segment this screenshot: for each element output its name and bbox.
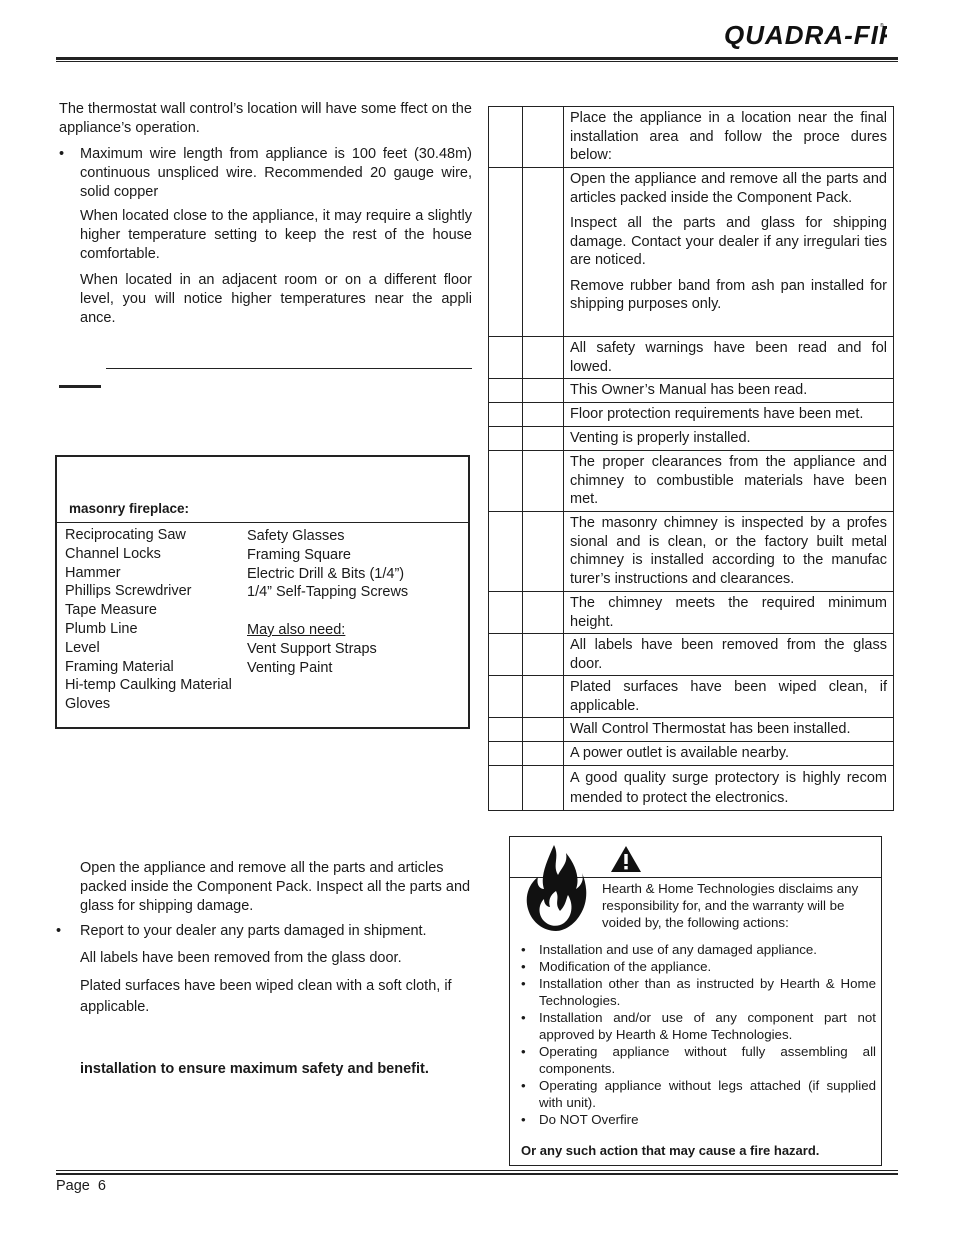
checklist-text: The proper clearances from the appliance and chimney to combustible materials have been met. <box>570 454 887 507</box>
checkbox-cell[interactable] <box>523 168 564 337</box>
checkbox-cell[interactable] <box>523 718 564 742</box>
warning-intro: Hearth & Home Technologies disclaims any responsibility for, and the warranty will be voided by, the following actions: <box>602 881 859 930</box>
section-rule-short <box>59 385 101 388</box>
checklist-text: Open the appliance and remove all the parts and articles packed inside the Component Pack. <box>570 171 887 206</box>
checkbox-cell[interactable] <box>523 742 564 766</box>
checklist-row <box>489 718 894 742</box>
checklist-table <box>488 106 894 811</box>
tool-item: Hammer <box>65 564 121 581</box>
tools-list-left <box>65 526 232 714</box>
checklist-row <box>489 451 894 512</box>
checklist-row <box>489 592 894 634</box>
checkbox-cell[interactable] <box>489 427 523 451</box>
checklist-row <box>489 107 894 168</box>
warning-item: • Operating appliance without legs attached (if supplied with unit). <box>521 1077 876 1111</box>
checklist-text: A good quality surge protectory is highly recom mended to protect the electronics. <box>570 770 887 806</box>
svg-text:QUADRA-FIRE: QUADRA-FI <box>724 20 879 50</box>
unpack-plated: Plated surfaces have been wiped clean with a soft cloth, if applicable. <box>80 978 452 1015</box>
warning-item: • Installation and/or use of any component part not approved by Hearth & Home Technologies. <box>521 1009 876 1043</box>
checklist-row <box>489 379 894 403</box>
tool-item: Gloves <box>65 696 111 713</box>
tools-box <box>55 455 470 729</box>
warning-box <box>509 836 882 1166</box>
checklist-text: Wall Control Thermostat has been installed. <box>570 721 851 737</box>
header-rule <box>56 57 898 60</box>
tool-item: Level <box>65 639 100 656</box>
checklist-row <box>489 766 894 811</box>
header-rule-thin <box>56 61 898 62</box>
checklist-text: A power outlet is available nearby. <box>570 745 789 761</box>
checkbox-cell[interactable] <box>523 592 564 634</box>
checkbox-cell[interactable] <box>523 379 564 403</box>
checklist-text: Place the appliance in a location near the final installation area and follow the proce dures below: <box>570 110 887 163</box>
checkbox-cell[interactable] <box>523 451 564 512</box>
warning-triangle-icon <box>610 845 642 873</box>
checkbox-cell[interactable] <box>489 451 523 512</box>
tool-item: Reciprocating Saw <box>65 527 186 543</box>
checklist-row <box>489 676 894 718</box>
section-rule <box>106 368 472 369</box>
warning-footer: Or any such action that may cause a fire hazard. <box>521 1143 820 1158</box>
checklist-text: Venting is properly installed. <box>570 430 751 446</box>
tools-also-label: May also need: <box>247 621 346 638</box>
checklist-row <box>489 634 894 676</box>
checkbox-cell[interactable] <box>489 512 523 592</box>
checkbox-cell[interactable] <box>523 634 564 676</box>
checklist-row <box>489 427 894 451</box>
checkbox-cell[interactable] <box>489 766 523 811</box>
bullet-dot: • <box>59 146 65 162</box>
checkbox-cell[interactable] <box>489 742 523 766</box>
checklist-row <box>489 403 894 427</box>
checkbox-cell[interactable] <box>489 168 523 337</box>
tool-item: Framing Material <box>65 658 174 675</box>
tool-item: Phillips Screwdriver <box>65 583 192 600</box>
checkbox-cell[interactable] <box>523 427 564 451</box>
tools-heading: masonry fireplace: <box>69 501 190 516</box>
thermostat-wire-bullet: Maximum wire length from appliance is 100 feet (30.48m) continuous unspliced wire. Recommended 20 gauge wire, solid copper <box>80 146 472 200</box>
warning-item: • Do NOT Overfire <box>521 1111 876 1128</box>
checklist-text: This Owner’s Manual has been read. <box>570 382 808 398</box>
checkbox-cell[interactable] <box>523 676 564 718</box>
unpack-labels: All labels have been removed from the glass door. <box>80 950 402 966</box>
footer-rule <box>56 1173 898 1175</box>
checklist-text: All safety warnings have been read and fol lowed. <box>570 340 887 375</box>
unpack-bullet: Report to your dealer any parts damaged in shipment. <box>80 923 427 939</box>
checklist-row <box>489 168 894 337</box>
checklist-text: Floor protection requirements have been met. <box>570 406 864 422</box>
tool-item: Electric Drill & Bits (1/4”) <box>247 565 405 582</box>
tool-item: Plumb Line <box>65 620 138 637</box>
checkbox-cell[interactable] <box>523 403 564 427</box>
unpack-para: Open the appliance and remove all the parts and articles packed inside the Component Pack. Inspect all the parts and glass for shipping damage. <box>80 860 471 914</box>
thermostat-para-adjacent: When located in an adjacent room or on a different floor level, you will notice higher temperatures near the appli ance. <box>80 272 472 326</box>
tools-list-right <box>247 527 408 677</box>
checklist-text: All labels have been removed from the glass door. <box>570 637 887 672</box>
checkbox-cell[interactable] <box>489 676 523 718</box>
tool-item: Channel Locks <box>65 545 161 562</box>
checklist-text: The chimney meets the required minimum height. <box>570 595 887 630</box>
warning-item: • Operating appliance without fully assembling all components. <box>521 1043 876 1077</box>
flame-hazard-icon <box>524 843 588 937</box>
page-number: Page 6 <box>56 1178 106 1194</box>
unpack-bold-note: installation to ensure maximum safety and benefit. <box>80 1061 429 1077</box>
checkbox-cell[interactable] <box>489 379 523 403</box>
tool-item: 1/4” Self-Tapping Screws <box>247 584 409 601</box>
tool-item: Safety Glasses <box>247 528 345 544</box>
tool-item: Tape Measure <box>65 602 157 619</box>
checkbox-cell[interactable] <box>523 766 564 811</box>
tool-item: Hi-temp Caulking Material <box>65 677 232 694</box>
checkbox-cell[interactable] <box>489 718 523 742</box>
checklist-row <box>489 337 894 379</box>
checkbox-cell[interactable] <box>489 592 523 634</box>
bullet-dot: • <box>56 923 62 939</box>
tool-item: Vent Support Straps <box>247 640 377 657</box>
warning-item: • Installation and use of any damaged appliance. <box>521 941 876 958</box>
checkbox-cell[interactable] <box>523 512 564 592</box>
checkbox-cell[interactable] <box>489 337 523 379</box>
brand-logo <box>722 18 887 50</box>
checklist-text: Plated surfaces have been wiped clean, if applicable. <box>570 679 887 714</box>
warning-item: • Modification of the appliance. <box>521 958 876 975</box>
thermostat-para-close: When located close to the appliance, it may require a slightly higher temperature setting to keep the rest of the house comfortable. <box>80 208 472 262</box>
warning-item: • Installation other than as instructed by Hearth & Home Technologies. <box>521 975 876 1009</box>
warning-list <box>521 941 876 1128</box>
checklist-text: The masonry chimney is inspected by a profes sional and is clean, or the factory built metal chimney is installed according to the manufac turer’s instructions and clearances. <box>570 515 887 587</box>
checklist-row <box>489 512 894 592</box>
thermostat-intro: The thermostat wall control’s location will have some ffect on the appliance’s operation. <box>59 101 472 136</box>
checkbox-cell[interactable] <box>489 403 523 427</box>
checklist-row <box>489 742 894 766</box>
checklist-text: Remove rubber band from ash pan installed for shipping purposes only. <box>570 277 887 312</box>
tool-item: Venting Paint <box>247 659 333 676</box>
footer-rule-thin <box>56 1170 898 1171</box>
checkbox-cell[interactable] <box>523 107 564 168</box>
checkbox-cell[interactable] <box>489 107 523 168</box>
checkbox-cell[interactable] <box>523 337 564 379</box>
tools-divider <box>57 522 468 523</box>
checklist-text: Inspect all the parts and glass for shipping damage. Contact your dealer if any irregulari ties are noticed. <box>570 215 887 268</box>
tool-item: Framing Square <box>247 546 351 563</box>
checkbox-cell[interactable] <box>489 634 523 676</box>
svg-text:®: ® <box>880 23 884 29</box>
